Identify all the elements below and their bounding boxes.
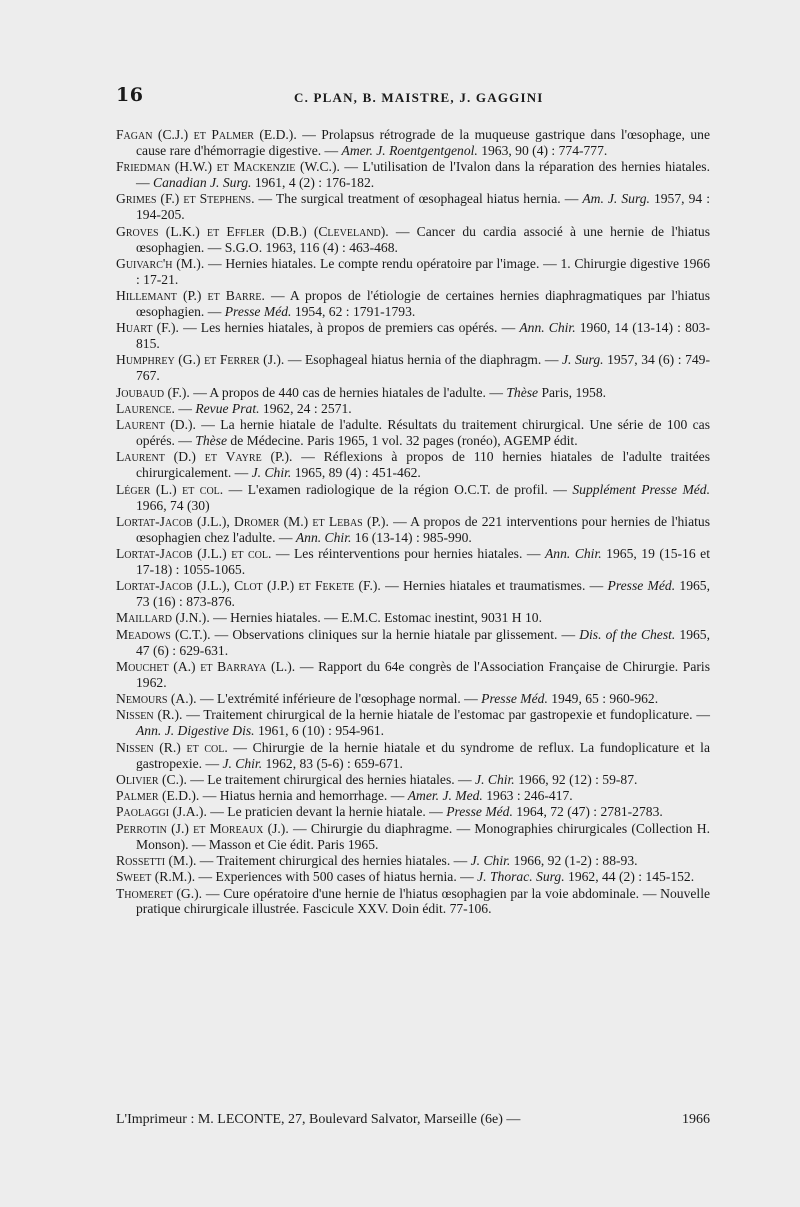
reference-citation: 1962, 83 (5-6) : 659-671.	[262, 755, 403, 771]
reference-text: — Les réinterventions pour hernies hiatales. —	[271, 546, 545, 562]
reference-journal: Ann. Chir.	[519, 320, 576, 336]
reference-citation: 1954, 62 : 1791-1793.	[291, 303, 416, 319]
reference-entry	[116, 740, 710, 772]
reference-journal: J. Chir.	[251, 465, 292, 481]
reference-journal: J. Chir.	[475, 771, 515, 787]
reference-journal: J. Thorac. Surg.	[477, 869, 565, 885]
reference-text: — L'examen radiologique de la région O.C.T. de profil. —	[223, 481, 573, 497]
reference-journal: Am. J. Surg.	[582, 191, 650, 207]
reference-text: — Experiences with 500 cases of hiatus hernia. —	[195, 869, 478, 885]
reference-author: Thomeret (G.).	[116, 885, 203, 901]
reference-citation: 1965, 73 (16) : 873-876.	[136, 578, 711, 610]
reference-author: Palmer (E.D.).	[116, 788, 200, 804]
reference-citation: Paris, 1958.	[538, 384, 607, 400]
reference-journal: Ann. Chir.	[545, 546, 602, 562]
reference-entry	[116, 514, 710, 546]
reference-author: Guivarc'h (M.).	[116, 255, 205, 271]
reference-author: Huart (F.).	[116, 320, 179, 336]
reference-author: Léger (L.) et col.	[116, 481, 224, 497]
reference-entry	[116, 401, 710, 417]
page-header	[116, 84, 710, 110]
reference-author: Laurence.	[116, 400, 175, 416]
reference-entry	[116, 707, 710, 739]
reference-text: — The surgical treatment of œsophageal hiatus hernia. —	[254, 191, 583, 207]
reference-entry	[116, 191, 710, 223]
reference-journal: Amer. J. Med.	[407, 788, 483, 804]
reference-text: — Cure opératoire d'une hernie de l'hiatus œsophagien par la voie abdominale. — Nouvelle pratique chirurgicale illustrée. Fascicule XXV. Doin édit. 77-106.	[136, 885, 710, 917]
reference-journal: Presse Méd.	[481, 691, 548, 707]
reference-citation: 1965, 89 (4) : 451-462.	[291, 465, 421, 481]
reference-text: — Chirurgie du diaphragme. — Monographies chirurgicales (Collection H. Monson). — Masson et Cie édit. Paris 1965.	[136, 820, 711, 852]
reference-author: Olivier (C.).	[116, 771, 187, 787]
reference-author: Meadows (C.T.).	[116, 626, 211, 642]
reference-entry	[116, 159, 710, 191]
reference-citation: 1966, 92 (1-2) : 88-93.	[510, 852, 638, 868]
reference-text: — Hernies hiatales. Le compte rendu opératoire par l'image. — 1. Chirurgie digestive 1966 : 17-21.	[136, 255, 710, 287]
reference-journal: Presse Méd.	[607, 578, 676, 594]
reference-text: — Esophageal hiatus hernia of the diaphragm. —	[284, 352, 562, 368]
reference-journal: J. Surg.	[561, 352, 604, 368]
reference-citation: 1949, 65 : 960-962.	[547, 691, 659, 707]
reference-text: — A propos de 440 cas de hernies hiatales de l'adulte. —	[189, 384, 507, 400]
reference-author: Lortat-Jacob (J.L.) et col.	[116, 546, 272, 562]
reference-entry	[116, 352, 710, 384]
reference-text: — A propos de l'étiologie de certaines hernies diaphragmatiques par l'hiatus œsophagien. —	[136, 288, 710, 319]
reference-entry	[116, 385, 710, 401]
reference-entry	[116, 627, 710, 659]
reference-text: — Traitement chirurgical des hernies hiatales. —	[196, 852, 471, 868]
reference-entry	[116, 417, 710, 449]
reference-author: Friedman (H.W.) et Mackenzie (W.C.).	[116, 159, 340, 175]
reference-author: Rossetti (M.).	[116, 852, 197, 868]
reference-citation: 1962, 44 (2) : 145-152.	[564, 869, 695, 885]
reference-text: — Cancer du cardia associé à une hernie de l'hiatus œsophagien. — S.G.O. 1963, 116 (4) : 463-468.	[136, 223, 710, 255]
reference-text: — Rapport du 64e congrès de l'Association Française de Chirurgie. Paris 1962.	[136, 658, 710, 690]
reference-text: — Traitement chirurgical de la hernie hiatale de l'estomac par gastropexie et fundoplicature. —	[182, 707, 710, 723]
reference-author: Perrotin (J.) et Moreaux (J.).	[116, 820, 289, 836]
reference-text: — Hiatus hernia and hemorrhage. —	[199, 788, 408, 804]
reference-journal: Ann. Chir.	[295, 529, 352, 545]
reference-author: Laurent (D.) et Vayre (P.).	[116, 449, 293, 465]
reference-author: Sweet (R.M.).	[116, 869, 196, 885]
reference-author: Fagan (C.J.) et Palmer (E.D.).	[116, 127, 297, 142]
printer-imprint: L'Imprimeur : M. LECONTE, 27, Boulevard Salvator, Marseille (6e) —	[116, 1112, 521, 1127]
reference-text: — L'extrémité inférieure de l'œsophage normal. —	[196, 691, 482, 707]
page-number: 16	[116, 84, 144, 106]
reference-citation: 1957, 34 (6) : 749-767.	[136, 352, 710, 384]
reference-entry	[116, 320, 710, 352]
reference-citation: 1957, 94 : 194-205.	[136, 191, 710, 223]
reference-entry	[116, 659, 710, 691]
reference-text: — L'utilisation de l'Ivalon dans la réparation des hernies hiatales. —	[136, 159, 711, 191]
reference-entry	[116, 886, 710, 918]
reference-entry	[116, 788, 710, 804]
reference-text: — A propos de 221 interventions pour hernies de l'hiatus œsophagien chez l'adulte. —	[136, 513, 710, 545]
reference-entry	[116, 578, 710, 610]
reference-journal: J. Chir.	[470, 852, 511, 868]
reference-entry	[116, 853, 710, 869]
reference-text: — Hernies hiatales. — E.M.C. Estomac inestint, 9031 H 10.	[209, 610, 542, 626]
reference-author: Groves (L.K.) et Effler (D.B.) (Cleveland).	[116, 223, 389, 239]
reference-author: Nissen (R.).	[116, 707, 183, 723]
reference-citation: 1965, 19 (15-16 et 17-18) : 1055-1065.	[136, 546, 710, 577]
reference-journal: Amer. J. Roentgentgenol.	[341, 142, 478, 158]
reference-author: Maillard (J.N.).	[116, 610, 210, 626]
reference-text: — Prolapsus rétrograde de la muqueuse gastrique dans l'œsophage, une cause rare d'hémorragie digestive. —	[136, 127, 710, 158]
reference-citation: 1961, 4 (2) : 176-182.	[251, 175, 375, 191]
reference-author: Humphrey (G.) et Ferrer (J.).	[116, 352, 285, 368]
reference-author: Lortat-Jacob (J.L.), Dromer (M.) et Lebas (P.).	[116, 513, 389, 529]
reference-journal: Ann. J. Digestive Dis.	[136, 723, 255, 739]
reference-text: — La hernie hiatale de l'adulte. Résultats du traitement chirurgical. Une série de 100 cas opérés. —	[136, 417, 710, 449]
reference-citation: 1966, 92 (12) : 59-87.	[514, 771, 638, 787]
reference-text: — Le praticien devant la hernie hiatale. —	[206, 804, 447, 820]
reference-list	[116, 127, 710, 918]
reference-entry	[116, 482, 710, 514]
reference-journal: Supplément Presse Méd.	[572, 481, 710, 497]
reference-author: Joubaud (F.).	[116, 384, 190, 400]
reference-entry	[116, 804, 710, 820]
reference-journal: Revue Prat.	[195, 400, 260, 416]
reference-citation: 1965, 47 (6) : 629-631.	[136, 626, 710, 658]
reference-journal: Presse Méd.	[446, 804, 513, 820]
reference-entry	[116, 546, 710, 578]
reference-author: Grimes (F.) et Stephens.	[116, 191, 255, 207]
running-head: C. PLAN, B. MAISTRE, J. GAGGINI	[294, 90, 544, 105]
print-year: 1966	[682, 1112, 710, 1127]
reference-citation: 1963, 90 (4) : 774-777.	[477, 142, 608, 158]
reference-journal: Thèse	[506, 384, 539, 400]
reference-citation: 1961, 6 (10) : 954-961.	[254, 723, 385, 739]
reference-text: — Observations cliniques sur la hernie hiatale par glissement. —	[210, 626, 580, 642]
reference-citation: 1962, 24 : 2571.	[259, 400, 352, 416]
reference-entry	[116, 691, 710, 707]
reference-entry	[116, 772, 710, 788]
reference-journal: J. Chir.	[222, 755, 263, 771]
reference-journal: Canadian J. Surg.	[153, 175, 252, 191]
reference-journal: Dis. of the Chest.	[579, 626, 676, 642]
reference-author: Paolaggi (J.A.).	[116, 804, 207, 820]
reference-author: Lortat-Jacob (J.L.), Clot (J.P.) et Fekete (F.).	[116, 578, 381, 594]
reference-entry	[116, 869, 710, 885]
reference-journal: Presse Méd.	[224, 303, 292, 319]
reference-author: Laurent (D.).	[116, 417, 196, 433]
reference-author: Nissen (R.) et col.	[116, 739, 228, 755]
printer-footer	[116, 1112, 710, 1128]
reference-entry	[116, 821, 710, 853]
reference-text: — Réflexions à propos de 110 hernies hiatales de l'adulte traitées chirurgicalement. —	[136, 449, 711, 481]
reference-citation: de Médecine. Paris 1965, 1 vol. 32 pages (ronéo), AGEMP édit.	[227, 433, 578, 449]
reference-author: Hillemant (P.) et Barre.	[116, 288, 265, 304]
reference-entry	[116, 610, 710, 626]
reference-author: Mouchet (A.) et Barraya (L.).	[116, 658, 296, 674]
reference-entry	[116, 288, 710, 320]
reference-citation: 16 (13-14) : 985-990.	[351, 529, 472, 545]
reference-text: — Les hernies hiatales, à propos de premiers cas opérés. —	[178, 320, 520, 336]
reference-entry	[116, 127, 710, 159]
reference-citation: 1966, 74 (30)	[136, 497, 210, 513]
reference-text: — Chirurgie de la hernie hiatale et du syndrome de reflux. La fundoplicature et la gastropexie. —	[136, 739, 710, 771]
reference-citation: 1964, 72 (47) : 2781-2783.	[512, 804, 663, 820]
reference-citation: 1960, 14 (13-14) : 803-815.	[136, 320, 710, 352]
reference-text: — Le traitement chirurgical des hernies hiatales. —	[186, 771, 476, 787]
reference-text: —	[174, 400, 196, 416]
reference-entry	[116, 224, 710, 256]
reference-journal: Thèse	[195, 433, 227, 449]
reference-author: Nemours (A.).	[116, 691, 197, 707]
reference-entry	[116, 449, 710, 481]
reference-text: — Hernies hiatales et traumatismes. —	[380, 578, 608, 594]
reference-entry	[116, 256, 710, 288]
reference-citation: 1963 : 246-417.	[482, 788, 573, 804]
